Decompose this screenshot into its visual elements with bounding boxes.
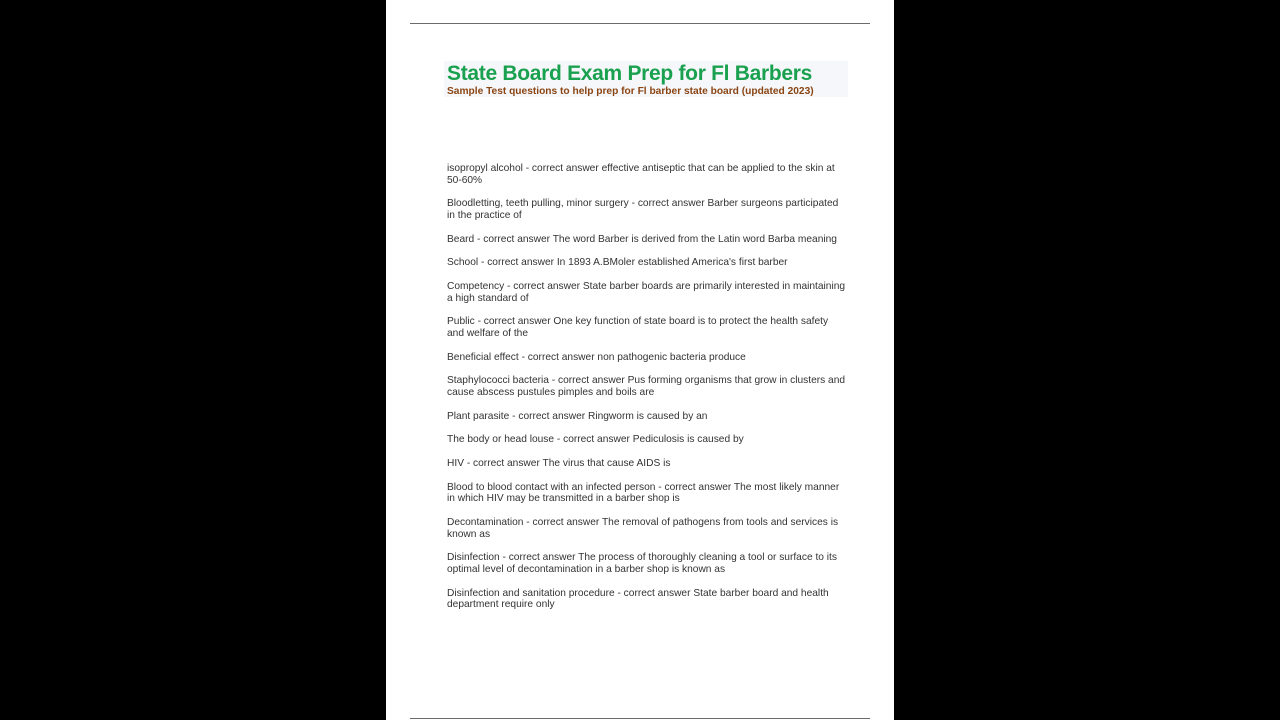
qa-item: School - correct answer In 1893 A.BMoler established America's first barber bbox=[447, 257, 788, 269]
footer-rule bbox=[410, 718, 870, 719]
qa-item: Competency - correct answer State barber boards are primarily interested in maintaining a high standard of bbox=[447, 280, 846, 304]
qa-item: HIV - correct answer The virus that cause AIDS is bbox=[447, 457, 671, 469]
document-title: State Board Exam Prep for Fl Barbers bbox=[447, 62, 812, 85]
qa-item: Disinfection - correct answer The process of thoroughly cleaning a tool or surface to its optimal level of decontamination in a barber shop is known as bbox=[447, 552, 837, 576]
header-rule bbox=[410, 23, 870, 24]
qa-item: Disinfection and sanitation procedure - correct answer State barber board and health department require only bbox=[447, 587, 829, 611]
qa-item: Public - correct answer One key function of state board is to protect the health safety and welfare of the bbox=[447, 316, 829, 340]
qa-item: Bloodletting, teeth pulling, minor surgery - correct answer Barber surgeons participated in the practice of bbox=[447, 198, 839, 222]
qa-item: Decontamination - correct answer The removal of pathogens from tools and services is known as bbox=[447, 516, 839, 540]
qa-item: Beneficial effect - correct answer non pathogenic bacteria produce bbox=[447, 351, 746, 363]
qa-item: Staphylococci bacteria - correct answer Pus forming organisms that grow in clusters and cause abscess pustules pimples and boils are bbox=[447, 375, 846, 399]
qa-item: Beard - correct answer The word Barber is derived from the Latin word Barba meaning bbox=[447, 233, 837, 245]
qa-item: Blood to blood contact with an infected person - correct answer The most likely manner in which HIV may be transmitted in a barber shop is bbox=[447, 481, 840, 505]
qa-item: The body or head louse - correct answer Pediculosis is caused by bbox=[447, 434, 744, 446]
qa-list bbox=[447, 163, 847, 623]
qa-item: Plant parasite - correct answer Ringworm is caused by an bbox=[447, 410, 708, 422]
qa-item: isopropyl alcohol - correct answer effective antiseptic that can be applied to the skin at 50-60% bbox=[447, 163, 835, 186]
document-subtitle: Sample Test questions to help prep for Fl barber state board (updated 2023) bbox=[447, 86, 814, 97]
document-page bbox=[386, 0, 894, 720]
